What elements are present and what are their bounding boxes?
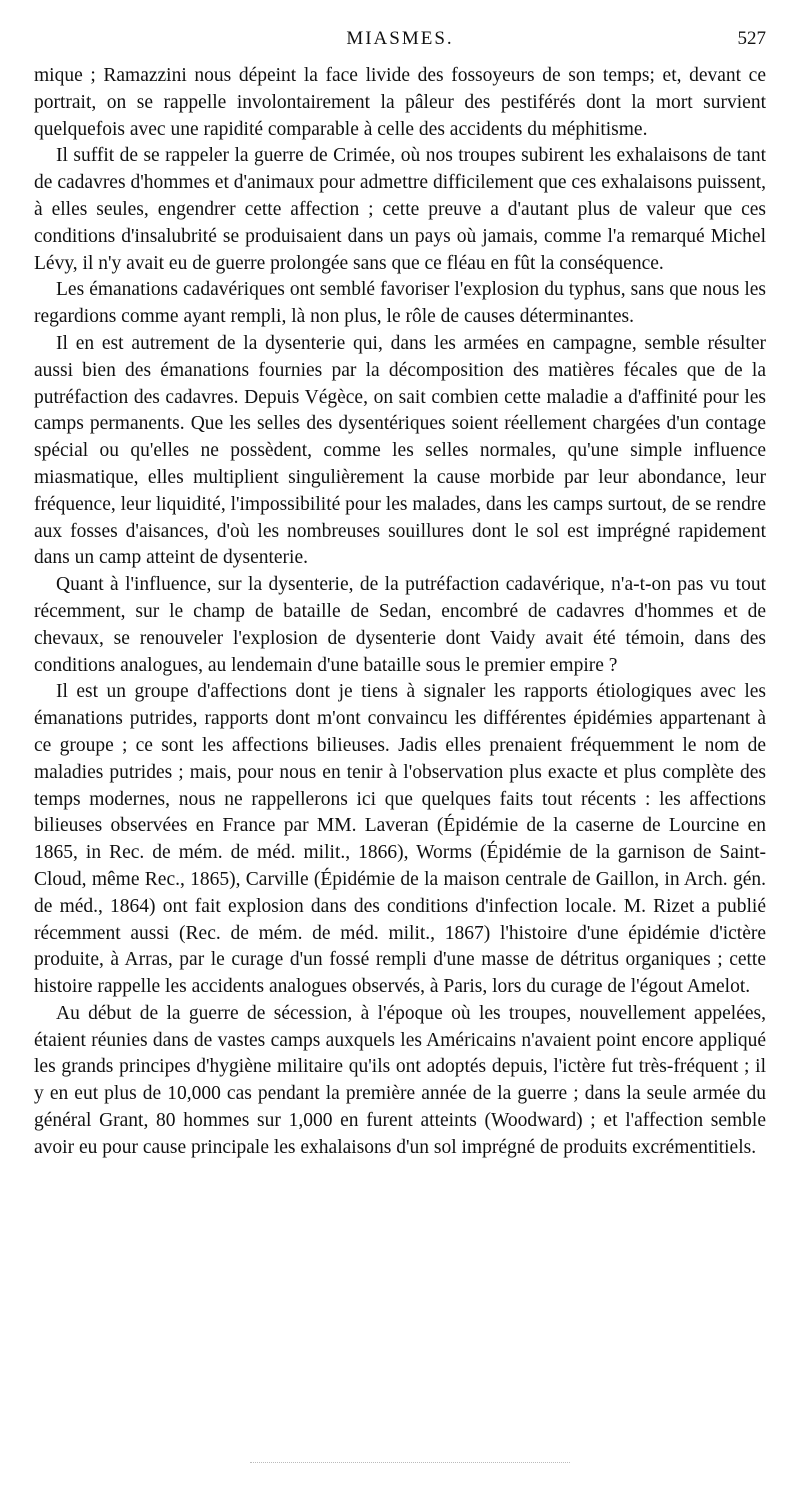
paragraph: Il est un groupe d'affections dont je tiens à signaler les rapports étiologiques avec les émanations putrides, rapports dont m'ont convaincu les différentes épidémies appartenant à ce groupe ; ce sont les affections bilieuses. Jadis elles prenaient fréquemment le nom de maladies putrides ; mais, pour nous en tenir à l'observation plus exacte et plus complète des temps modernes, nous ne rappellerons ici que quelques faits tout récents : les affections bilieuses observées en France par MM. Laveran (Épidémie de la caserne de Lourcine en 1865, in Rec. de mém. de méd. milit., 1866), Worms (Épidémie de la garnison de Saint-Cloud, même Rec., 1865), Carville (Épidémie de la maison centrale de Gaillon, in Arch. gén. de méd., 1864) ont fait explosion dans des conditions d'infection locale. M. Rizet a publié récemment aussi (Rec. de mém. de méd. milit., 1867) l'histoire d'une épidémie d'ictère produite, à Arras, par le curage d'un fossé rempli d'une masse de détritus organiques ; cette histoire rappelle les accidents analogues observés, à Paris, lors du curage de l'égout Amelot. [34,681,766,998]
page-number: 527 [737,28,766,49]
paragraph: Il en est autrement de la dysenterie qui, dans les armées en campagne, semble résulter aussi bien des émanations fournies par la décomposition des matières fécales que de la putréfaction des cadavres. Depuis Végèce, on sait combien cette maladie a d'affinité pour les camps permanents. Que les selles des dysentériques soient réellement chargées d'un contage spécial ou qu'elles ne possèdent, comme les selles normales, qu'une simple influence miasmatique, elles multiplient singulièrement la cause morbide par leur abondance, leur fréquence, leur liquidité, l'impossibilité pour les malades, dans les camps surtout, de se rendre aux fosses d'aisances, d'où les nombreuses souillures dont le sol est imprégné rapidement dans un camp atteint de dysenterie. [34,332,766,569]
page-header [34,28,766,58]
paragraph: Au début de la guerre de sécession, à l'époque où les troupes, nouvellement appelées, étaient réunies dans de vastes camps auxquels les Américains n'avaient point encore appliqué les grands principes d'hygiène militaire qu'ils ont adoptés depuis, l'ictère fut très-fréquent ; il y en eut plus de 10,000 cas pendant la première année de la guerre ; dans la seule armée du général Grant, 80 hommes sur 1,000 en furent atteints (Woodward) ; et l'affection semble avoir eu pour cause principale les exhalaisons d'un sol imprégné de produits excrémentitiels. [34,1002,766,1158]
print-artifact [250,1462,570,1464]
running-title: MIASMES. [346,28,454,49]
paragraph: Les émanations cadavériques ont semblé favoriser l'explosion du typhus, sans que nous les regardions comme ayant rempli, là non plus, le rôle de causes déterminantes. [34,279,766,328]
paragraph: mique ; Ramazzini nous dépeint la face livide des fossoyeurs de son temps; et, devant ce portrait, on se rappelle involontairement la pâleur des pestiférés dont la mort survient quelquefois avec une rapidité comparable à celle des accidents du méphitisme. [34,65,766,140]
paragraph: Quant à l'influence, sur la dysenterie, de la putréfaction cadavérique, n'a-t-on pas vu tout récemment, sur le champ de bataille de Sedan, encombré de cadavres d'hommes et de chevaux, se renouveler l'explosion de dysenterie dont Vaidy avait été témoin, dans des conditions analogues, au lendemain d'une bataille sous le premier empire ? [34,574,766,676]
body-text [34,63,766,1162]
paragraph: Il suffit de se rappeler la guerre de Crimée, où nos troupes subirent les exhalaisons de tant de cadavres d'hommes et d'animaux pour admettre difficilement que ces exhalaisons puissent, à elles seules, engendrer cette affection ; cette preuve a d'autant plus de valeur que ces conditions d'insalubrité se produisaient dans un pays où jamais, comme l'a remarqué Michel Lévy, il n'y avait eu de guerre prolongée sans que ce fléau en fût la conséquence. [34,145,766,274]
